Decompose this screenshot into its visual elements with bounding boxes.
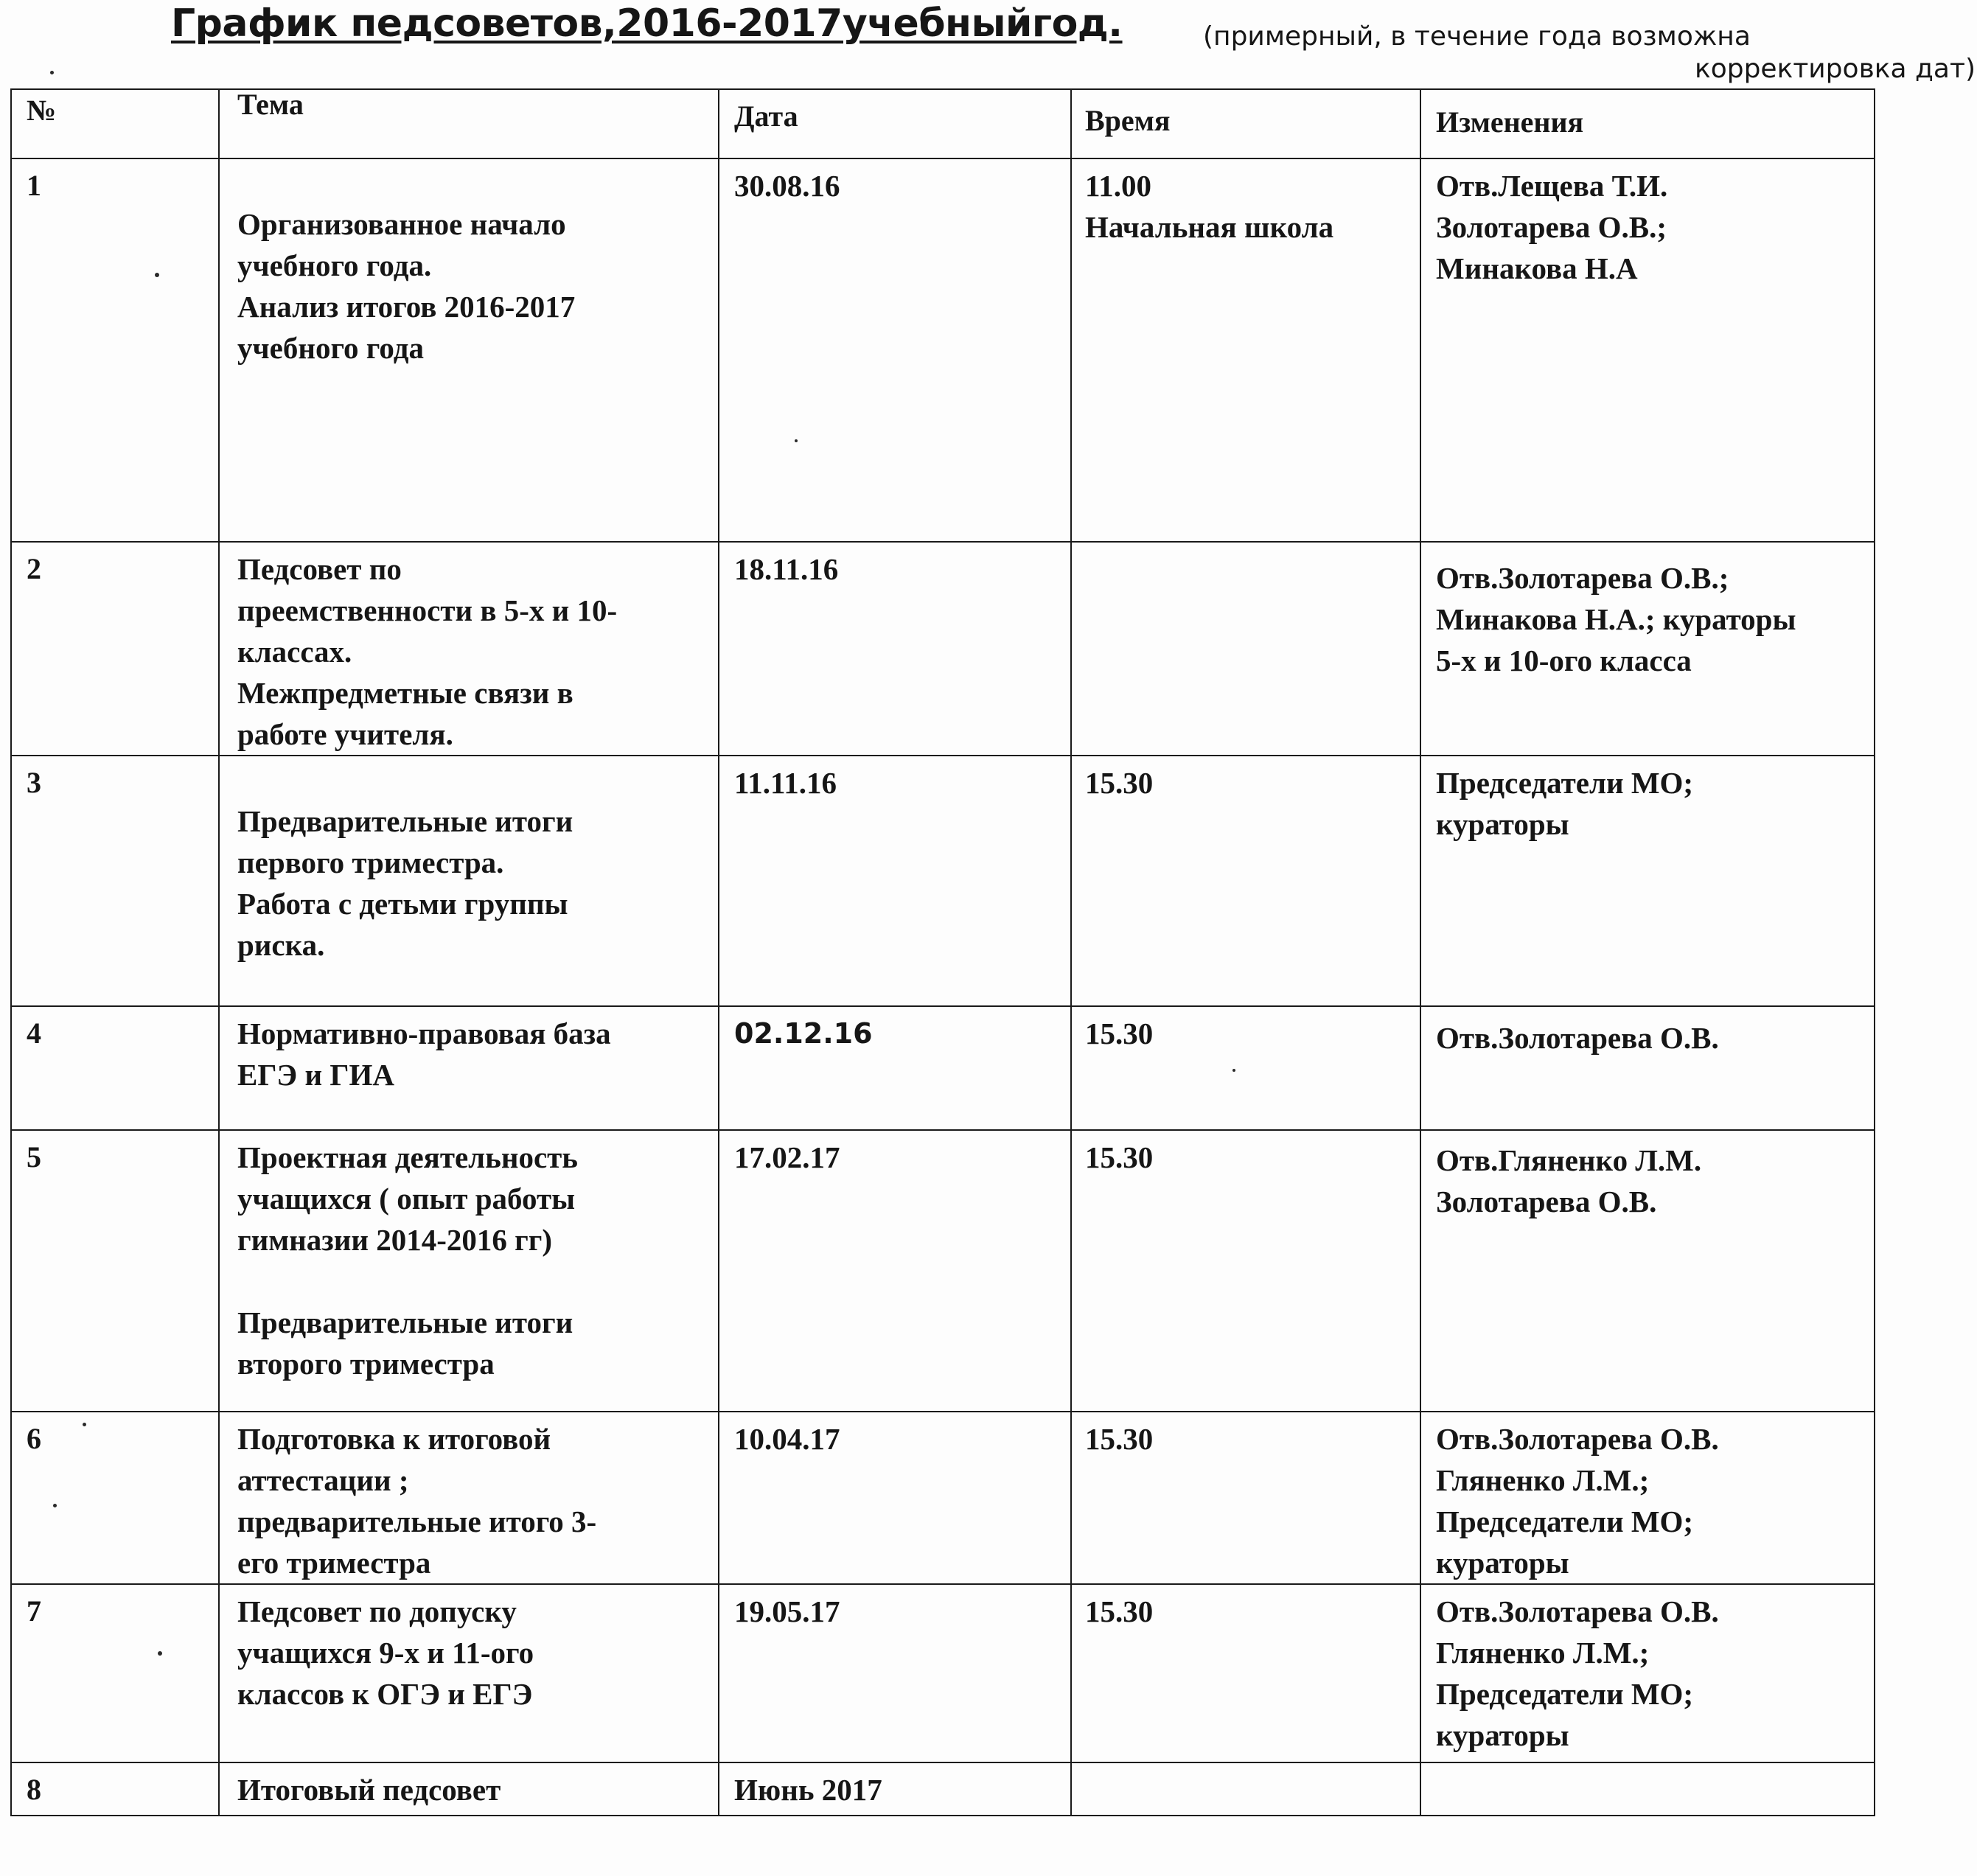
topic-line: Предварительные итоги [237,1305,573,1339]
header-date: Дата [719,89,1071,158]
row-topic [219,1762,719,1816]
topic-line: учащихся 9-х и 11-ого [237,1636,534,1670]
topic-line: Межпредметные связи в [237,676,573,710]
title-note-line-2: корректировка дат) [1694,54,1976,84]
scan-speck [158,1651,162,1656]
row-number: 7 [11,1584,219,1762]
scan-speck [1232,1069,1235,1072]
table-row [11,542,1875,756]
time-line: 15.30 [1085,1140,1154,1174]
row-changes [1420,1762,1875,1816]
time-line: Начальная школа [1085,210,1334,244]
row-topic [219,756,719,1006]
row-number: 5 [11,1130,219,1412]
row-topic [219,1006,719,1130]
row-number: 1 [11,158,219,542]
topic-line: Подготовка к итоговой [237,1422,551,1456]
topic-line: классах. [237,635,352,669]
topic-line: учебного года. [237,248,432,282]
row-time [1071,756,1420,1006]
time-line: 15.30 [1085,1017,1154,1050]
header-number: № [11,89,219,158]
schedule-table [10,88,1875,1816]
scan-speck [53,1504,57,1507]
changes-line: Отв.Золотарева О.В.; [1436,561,1729,595]
row-time [1071,158,1420,542]
row-time [1071,1584,1420,1762]
row-topic [219,1412,719,1584]
changes-line: Минакова Н.А.; кураторы [1436,602,1796,636]
document-header [171,0,1976,92]
changes-line: Председатели МО; [1436,1677,1694,1711]
topic-line: аттестации ; [237,1463,409,1497]
table-row [11,1006,1875,1130]
topic-line: Предварительные итоги [237,804,573,838]
row-changes [1420,158,1875,542]
time-line: 15.30 [1085,1594,1154,1628]
table-row [11,158,1875,542]
topic-line: ЕГЭ и ГИА [237,1058,394,1092]
row-date: Июнь 2017 [719,1762,1071,1816]
changes-line: Отв.Золотарева О.В. [1436,1021,1719,1055]
topic-line: работе учителя. [237,717,453,751]
scan-speck [83,1423,86,1426]
row-number: 2 [11,542,219,756]
row-date: 10.04.17 [719,1412,1071,1584]
changes-line: Гляненко Л.М.; [1436,1463,1650,1497]
changes-line: Председатели МО; [1436,766,1694,800]
row-date: 17.02.17 [719,1130,1071,1412]
row-date: 18.11.16 [719,542,1071,756]
row-date: 19.05.17 [719,1584,1071,1762]
changes-line: Отв.Золотарева О.В. [1436,1422,1719,1456]
changes-line: Отв.Золотарева О.В. [1436,1594,1719,1628]
table-row [11,1130,1875,1412]
header-time: Время [1071,89,1420,158]
row-topic [219,1584,719,1762]
title-note-line-1: (примерный, в течение года возможна [1203,21,1751,52]
changes-line: Отв.Гляненко Л.М. [1436,1143,1702,1177]
topic-line: Анализ итогов 2016-2017 [237,290,576,324]
topic-line: преемственности в 5-х и 10- [237,593,618,627]
header-topic: Тема [219,89,719,158]
row-date: 11.11.16 [719,756,1071,1006]
topic-line: гимназии 2014-2016 гг) [237,1223,553,1257]
row-number: 6 [11,1412,219,1584]
topic-spacer [237,1260,711,1302]
topic-line: учебного года [237,331,424,365]
changes-line: кураторы [1436,1718,1569,1752]
row-time [1071,1130,1420,1412]
changes-line: Золотарева О.В. [1436,1185,1657,1218]
topic-line: Организованное начало [237,207,566,241]
table-row [11,756,1875,1006]
topic-line: первого триместра. [237,845,504,879]
changes-line: кураторы [1436,1546,1569,1580]
time-line: 15.30 [1085,766,1154,800]
row-time [1071,542,1420,756]
row-topic [219,158,719,542]
changes-line: кураторы [1436,807,1569,841]
row-time [1071,1006,1420,1130]
topic-line: его триместра [237,1546,431,1580]
topic-line: Педсовет по [237,552,402,586]
changes-line: Отв.Лещева Т.И. [1436,169,1668,203]
topic-line: Нормативно-правовая база [237,1017,611,1050]
document-title: График педсоветов,2016-2017учебныйгод. [171,1,1123,46]
table-row [11,1584,1875,1762]
row-topic [219,542,719,756]
time-line: 15.30 [1085,1422,1154,1456]
row-time [1071,1412,1420,1584]
changes-line: Гляненко Л.М.; [1436,1636,1650,1670]
topic-line: Проектная деятельность [237,1140,578,1174]
table-row [11,1762,1875,1816]
table-header-row [11,89,1875,158]
row-date: 30.08.16 [719,158,1071,542]
topic-line: классов к ОГЭ и ЕГЭ [237,1677,533,1711]
changes-line: Председатели МО; [1436,1504,1694,1538]
topic-line: учащихся ( опыт работы [237,1182,576,1216]
topic-line: Работа с детьми группы [237,887,568,921]
header-changes: Изменения [1420,89,1875,158]
row-date: 02.12.16 [719,1006,1071,1130]
topic-line: риска. [237,928,325,962]
row-changes [1420,1006,1875,1130]
scan-speck [50,71,54,74]
topic-line: Итоговый педсовет [237,1773,501,1807]
changes-line: Золотарева О.В.; [1436,210,1667,244]
scan-speck [795,439,798,442]
row-number: 8 [11,1762,219,1816]
topic-line: Педсовет по допуску [237,1594,517,1628]
row-changes [1420,1130,1875,1412]
row-topic [219,1130,719,1412]
row-number: 3 [11,756,219,1006]
topic-line: предварительные итого 3- [237,1504,597,1538]
scan-speck [155,273,159,277]
time-line: 11.00 [1085,169,1151,203]
changes-line: 5-х и 10-ого класса [1436,644,1692,677]
changes-line: Минакова Н.А [1436,251,1638,285]
row-number: 4 [11,1006,219,1130]
row-changes [1420,1412,1875,1584]
topic-line: второго триместра [237,1347,495,1381]
row-changes [1420,542,1875,756]
title-note [1203,21,1977,86]
row-changes [1420,1584,1875,1762]
row-changes [1420,756,1875,1006]
row-time [1071,1762,1420,1816]
table-row [11,1412,1875,1584]
schedule-table-area [10,88,1874,1807]
